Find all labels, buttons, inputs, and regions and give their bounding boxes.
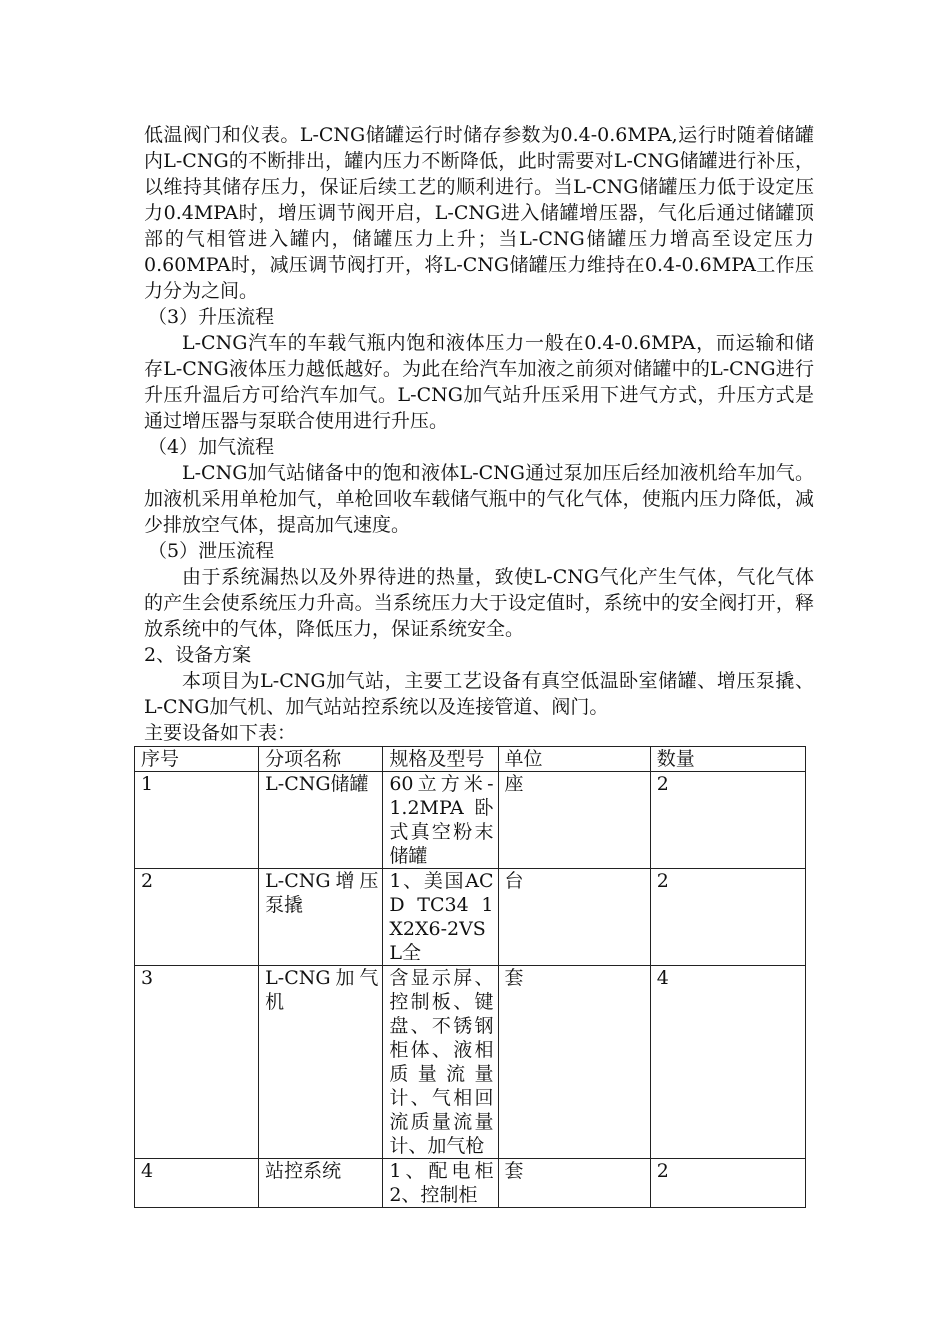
table-row: [135, 1159, 806, 1208]
cell-unit: 台: [498, 869, 650, 966]
cell-index: 4: [135, 1159, 259, 1208]
table-row: [135, 966, 806, 1159]
table-row: [135, 869, 806, 966]
document-page: [141, 122, 814, 1208]
heading-equipment-plan: 2、设备方案: [144, 644, 252, 666]
header-item-name: 分项名称: [259, 747, 383, 772]
header-unit: 单位: [498, 747, 650, 772]
cell-item-name: 站控系统: [259, 1159, 383, 1208]
cell-item-name: L-CNG增压泵撬: [259, 869, 383, 966]
equipment-table: [134, 746, 806, 1208]
cell-spec: 含显示屏、控制板、键盘、不锈钢柜体、液相质量流量计、气相回流质量流量计、加气枪: [383, 966, 498, 1159]
cell-quantity: 2: [650, 1159, 805, 1208]
cell-spec: 60立方米-1.2MPA卧式真空粉末储罐: [383, 772, 498, 869]
table-caption: 主要设备如下表：: [144, 722, 297, 744]
paragraph-pressure-maintenance: 低温阀门和仪表。L-CNG储罐运行时储存参数为0.4-0.6MPA,运行时随着储罐内L-CNG的不断排出，罐内压力不断降低，此时需要对L-CNG储罐进行补压，以维持其储存压力，保证后续工艺的顺利进行。当L-CNG储罐压力低于设定压力0.4MPA时，增压调节阀开启，L-CNG进入储罐增压器，气化后通过储罐顶部的气相管进入罐内，储罐压力上升；当L-CNG储罐压力增高至设定压力0.60MPA时，减压调节阀打开，将L-CNG储罐压力维持在0.4-0.6MPA工作压力分为之间。: [144, 124, 814, 302]
cell-unit: 套: [498, 966, 650, 1159]
cell-unit: 套: [498, 1159, 650, 1208]
paragraph-equipment-plan: 本项目为L-CNG加气站，主要工艺设备有真空低温卧室储罐、增压泵撬、L-CNG加气机、加气站站控系统以及连接管道、阀门。: [144, 670, 814, 718]
heading-relief-process: （5）泄压流程: [148, 540, 275, 562]
cell-index: 2: [135, 869, 259, 966]
paragraph-relief-process: 由于系统漏热以及外界待进的热量，致使L-CNG气化产生气体，气化气体的产生会使系统压力升高。当系统压力大于设定值时，系统中的安全阀打开，释放系统中的气体，降低压力，保证系统安全。: [144, 566, 814, 640]
header-quantity: 数量: [650, 747, 805, 772]
heading-boost-process: （3）升压流程: [148, 306, 275, 328]
paragraph-boost-process: L-CNG汽车的车载气瓶内饱和液体压力一般在0.4-0.6MPA，而运输和储存L-CNG液体压力越低越好。为此在给汽车加液之前须对储罐中的L-CNG进行升压升温后方可给汽车加气。L-CNG加气站升压采用下进气方式，升压方式是通过增压器与泵联合使用进行升压。: [144, 332, 814, 432]
cell-quantity: 4: [650, 966, 805, 1159]
table-row: [135, 772, 806, 869]
cell-spec: 1、配电柜 2、控制柜: [383, 1159, 498, 1208]
cell-quantity: 2: [650, 869, 805, 966]
cell-quantity: 2: [650, 772, 805, 869]
table-header-row: [135, 747, 806, 772]
cell-item-name: L-CNG加气机: [259, 966, 383, 1159]
cell-index: 3: [135, 966, 259, 1159]
cell-item-name: L-CNG储罐: [259, 772, 383, 869]
paragraph-fueling-process: L-CNG加气站储备中的饱和液体L-CNG通过泵加压后经加液机给车加气。加液机采用单枪加气，单枪回收车载储气瓶中的气化气体，使瓶内压力降低，减少排放空气体，提高加气速度。: [144, 462, 814, 536]
cell-spec: 1、美国ACD TC34 1X2X6-2VSL全: [383, 869, 498, 966]
heading-fueling-process: （4）加气流程: [148, 436, 275, 458]
header-spec: 规格及型号: [383, 747, 498, 772]
header-index: 序号: [135, 747, 259, 772]
cell-unit: 座: [498, 772, 650, 869]
cell-index: 1: [135, 772, 259, 869]
